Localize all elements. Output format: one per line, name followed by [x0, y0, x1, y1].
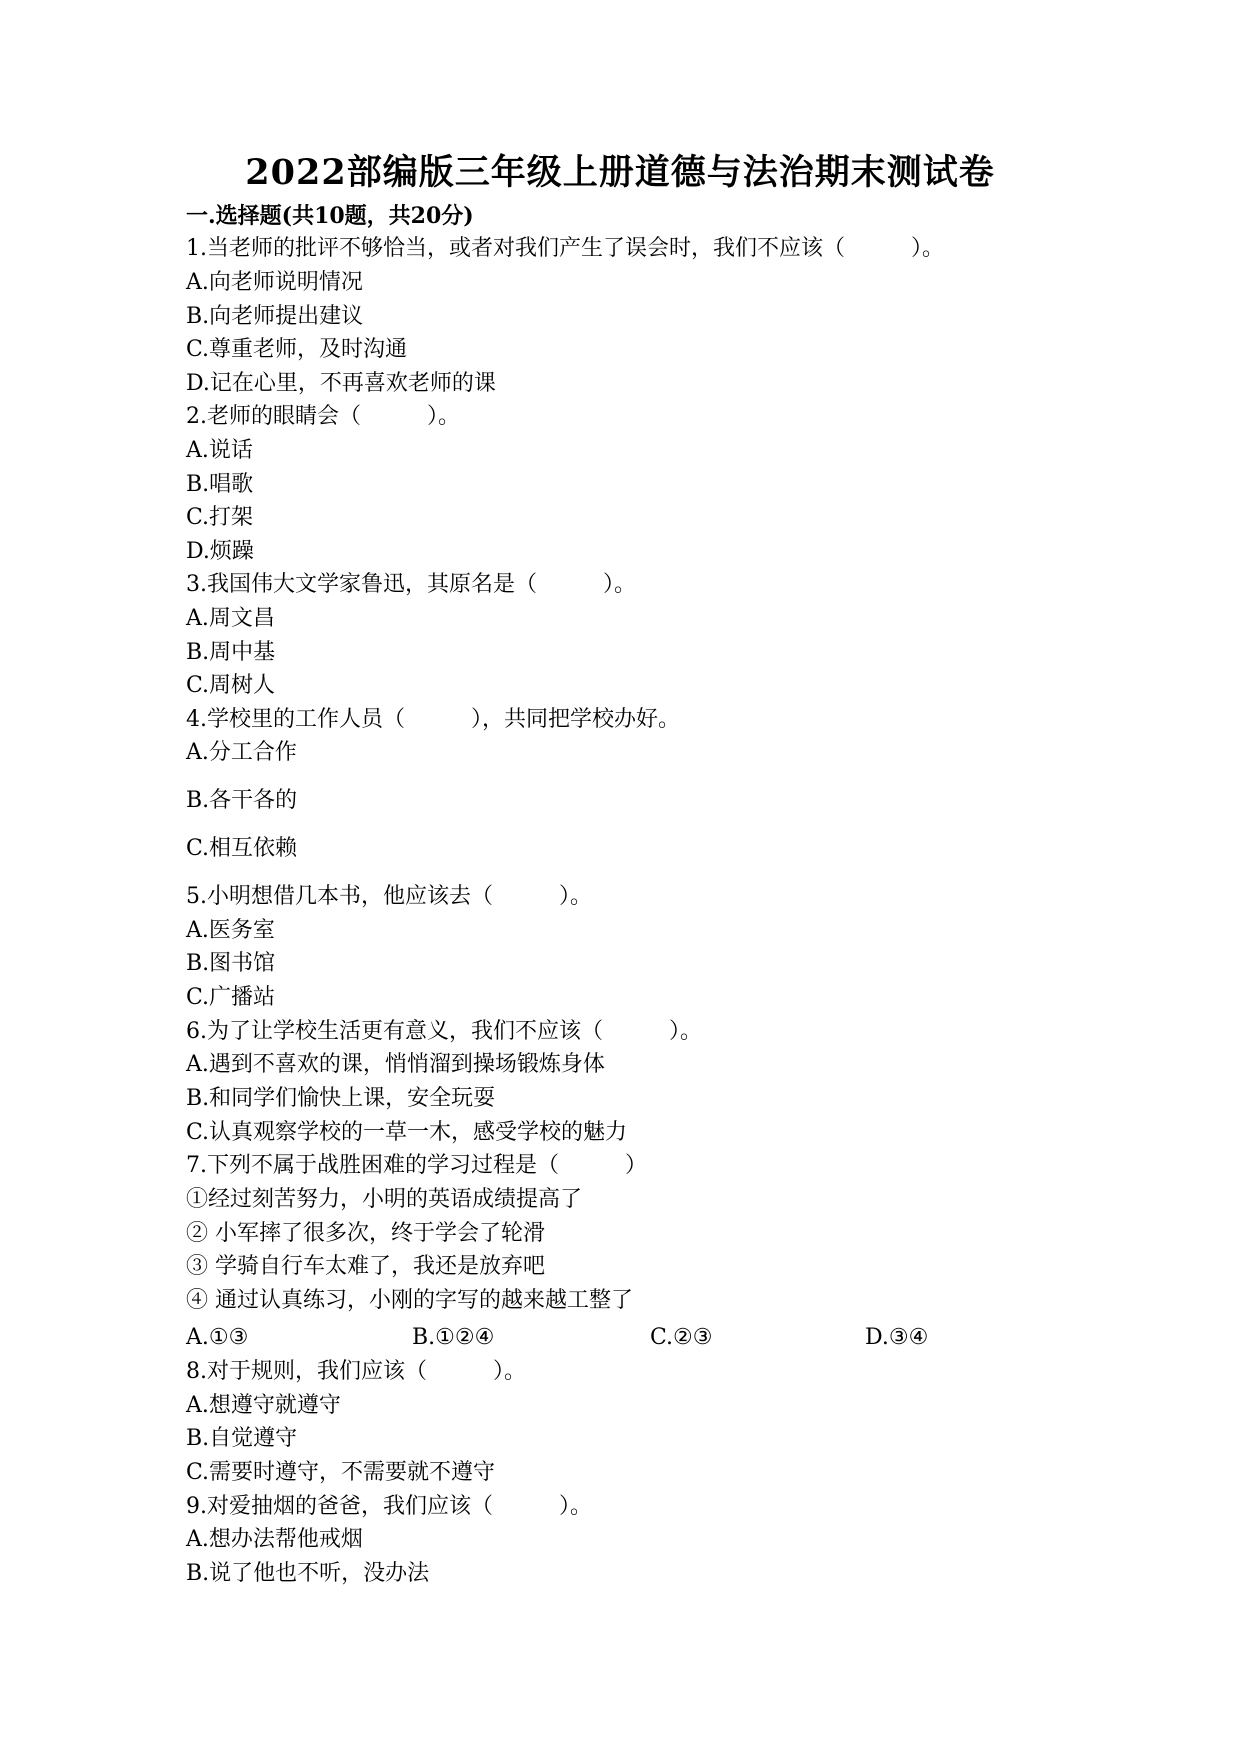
question-4: 4.学校里的工作人员（ ），共同把学校办好。 — [186, 707, 680, 732]
q4-option-c: C.相互依赖 — [186, 836, 298, 861]
q3-option-b: B.周中基 — [186, 640, 276, 665]
q6-option-b: B.和同学们愉快上课，安全玩耍 — [186, 1086, 496, 1111]
section-heading: 一.选择题(共10题，共20分) — [186, 203, 474, 229]
q2-option-b: B.唱歌 — [186, 472, 254, 497]
q4-option-a: A.分工合作 — [186, 740, 297, 765]
question-5: 5.小明想借几本书，他应该去（ ）。 — [186, 884, 592, 909]
exam-title: 2022部编版三年级上册道德与法治期末测试卷 — [245, 152, 995, 193]
question-9: 9.对爱抽烟的爸爸，我们应该（ ）。 — [186, 1494, 592, 1519]
q8-option-b: B.自觉遵守 — [186, 1426, 298, 1451]
q1-option-b: B.向老师提出建议 — [186, 304, 364, 329]
q2-option-c: C.打架 — [186, 505, 254, 530]
question-2: 2.老师的眼睛会（ ）。 — [186, 404, 460, 429]
q7-option-b: B.①②④ — [412, 1325, 495, 1350]
q1-option-a: A.向老师说明情况 — [186, 270, 363, 295]
q3-option-c: C.周树人 — [186, 673, 276, 698]
q7-statement-3: ③ 学骑自行车太难了，我还是放弃吧 — [186, 1254, 545, 1279]
q6-option-c: C.认真观察学校的一草一木，感受学校的魅力 — [186, 1120, 628, 1145]
q9-option-b: B.说了他也不听，没办法 — [186, 1561, 430, 1586]
q8-option-c: C.需要时遵守，不需要就不遵守 — [186, 1460, 496, 1485]
q8-option-a: A.想遵守就遵守 — [186, 1393, 341, 1418]
q5-option-c: C.广播站 — [186, 985, 276, 1010]
q2-option-a: A.说话 — [186, 438, 253, 463]
q1-option-c: C.尊重老师，及时沟通 — [186, 337, 408, 362]
q7-option-a: A.①③ — [186, 1325, 249, 1350]
q2-option-d: D.烦躁 — [186, 539, 254, 564]
q6-option-a: A.遇到不喜欢的课，悄悄溜到操场锻炼身体 — [186, 1052, 605, 1077]
question-8: 8.对于规则，我们应该（ ）。 — [186, 1359, 526, 1384]
q7-statement-4: ④ 通过认真练习，小刚的字写的越来越工整了 — [186, 1288, 633, 1313]
q7-option-c: C.②③ — [650, 1325, 713, 1350]
q7-statement-2: ② 小军摔了很多次，终于学会了轮滑 — [186, 1221, 545, 1246]
q3-option-a: A.周文昌 — [186, 606, 275, 631]
q7-option-d: D.③④ — [865, 1325, 929, 1350]
question-1: 1.当老师的批评不够恰当，或者对我们产生了误会时，我们不应该（ ）。 — [186, 236, 944, 261]
q5-option-b: B.图书馆 — [186, 951, 276, 976]
q7-statement-1: ①经过刻苦努力，小明的英语成绩提高了 — [186, 1187, 583, 1212]
q4-option-b: B.各干各的 — [186, 788, 298, 813]
q5-option-a: A.医务室 — [186, 918, 275, 943]
q9-option-a: A.想办法帮他戒烟 — [186, 1527, 363, 1552]
question-3: 3.我国伟大文学家鲁迅，其原名是（ ）。 — [186, 572, 636, 597]
question-6: 6.为了让学校生活更有意义，我们不应该（ ）。 — [186, 1019, 702, 1044]
question-7: 7.下列不属于战胜困难的学习过程是（ ） — [186, 1153, 647, 1178]
q1-option-d: D.记在心里，不再喜欢老师的课 — [186, 371, 496, 396]
